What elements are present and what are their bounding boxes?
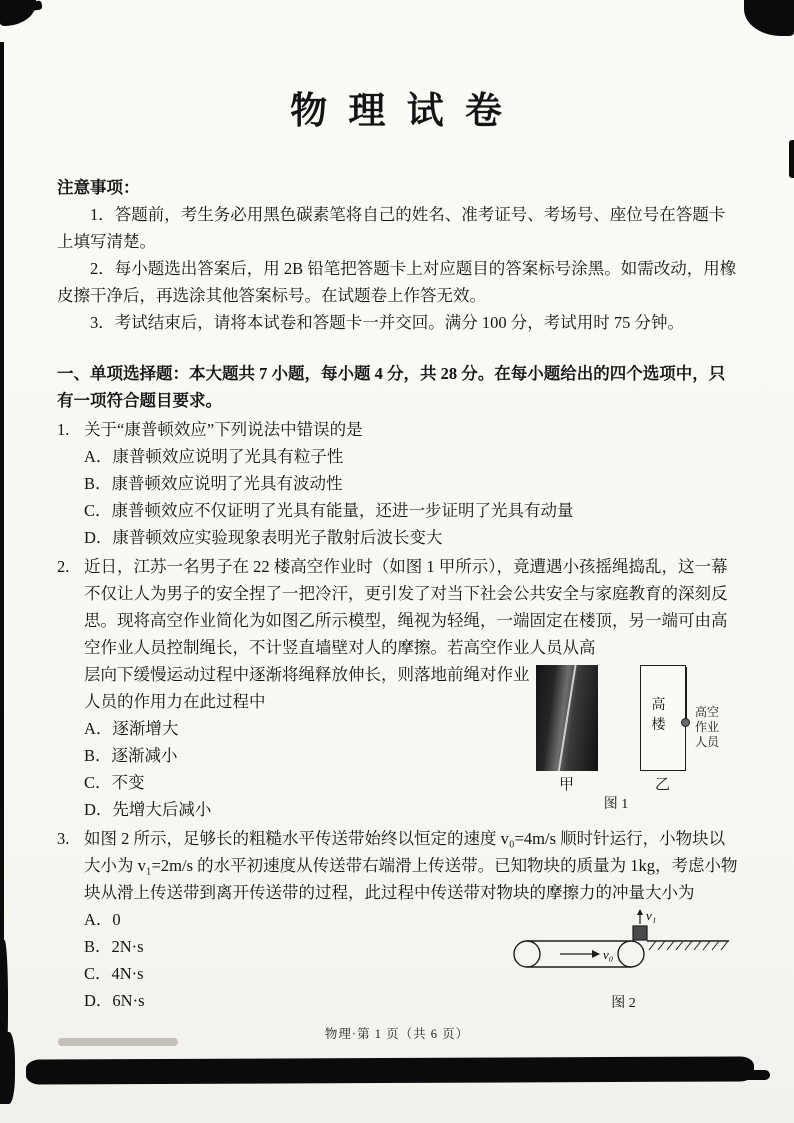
question-2-stem-continued: 层向下缓慢运动过程中逐渐将绳释放伸长，则落地前绳对作业人员的作用力在此过程中 [84, 665, 530, 711]
section-1-heading: 一、单项选择题：本大题共 7 小题，每小题 4 分，共 28 分。在每小题给出的四个选项中，只有一项符合题目要求。 [57, 364, 726, 410]
worker-dot-icon [681, 718, 690, 727]
notice-item-1: 1．答题前，考生务必用黑色碳素笔将自己的姓名、准考证号、考场号、座位号在答题卡上填写清楚。 [57, 205, 726, 251]
notice-heading: 注意事项： [57, 178, 140, 197]
question-2-option-a: A．逐渐增大 [84, 719, 179, 738]
question-2 [57, 553, 741, 823]
question-1-option-c: C．康普顿效应不仅证明了光具有能量，还进一步证明了光具有动量 [84, 501, 574, 520]
conveyor-belt-diagram [510, 908, 738, 992]
building-diagram [640, 665, 686, 771]
question-1-option-d: D．康普顿效应实验现象表明光子散射后波长变大 [84, 528, 443, 547]
question-3-option-d: D．6N·s [84, 991, 145, 1010]
scan-artifact-bottom-band [26, 1056, 754, 1084]
scan-artifact-top-left-mark [17, 0, 42, 12]
question-1 [57, 416, 741, 551]
notice-item-3: 3．考试结束后，请将本试卷和答题卡一并交回。满分 100 分，考试用时 75 分钟。 [90, 313, 684, 332]
question-2-number: 2. [57, 557, 70, 576]
question-2-option-d: D．先增大后减小 [84, 800, 212, 819]
scan-artifact-right-edge [789, 140, 794, 178]
figure-2 [506, 908, 741, 1014]
block [633, 926, 647, 940]
scan-artifact-left-edge [0, 42, 4, 1002]
question-1-stem: 关于“康普顿效应”下列说法中错误的是 [84, 420, 363, 439]
question-3 [57, 825, 741, 1014]
figure-1-photo [536, 665, 598, 771]
question-3-number: 3. [57, 829, 70, 848]
question-3-option-b: B．2N·s [84, 937, 144, 956]
block-speed-arrowhead [637, 909, 643, 915]
figure-1-photo-label: 甲 [559, 777, 575, 793]
page-footer: 物理·第 1 页（共 6 页） [324, 1027, 470, 1041]
belt-roller-right [618, 941, 644, 967]
question-2-option-c: C．不变 [84, 773, 145, 792]
page-title: 物 理 试 卷 [290, 91, 508, 132]
scan-artifact-top-right [744, 0, 794, 36]
photo-rope-line [557, 665, 578, 771]
page-content [57, 0, 741, 1014]
figure-1-diagram-label: 乙 [655, 777, 671, 793]
figure-2-caption: 图 2 [611, 996, 636, 1011]
figure-1-caption: 图 1 [603, 797, 629, 812]
belt-speed-label: v₀ [602, 947, 613, 962]
question-1-option-b: B．康普顿效应说明了光具有波动性 [84, 474, 343, 493]
scan-artifact-bottom-tail [712, 1070, 770, 1080]
question-3-stem: 如图 2 所示，足够长的粗糙水平传送带始终以恒定的速度 v₀=4m/s 顺时针运行，小物块以大小为 v₁=2m/s 的水平初速度从传送带右端滑上传送带。已知物块的质量为 1kg，考虑小物块从滑上传送带到离开传送带的过程，此过程中传送带对物块的摩擦力的冲量大小为 [84, 829, 738, 902]
platform-hatching [649, 941, 728, 950]
block-speed-label: v₁ [645, 908, 656, 923]
question-2-stem: 近日，江苏一名男子在 22 楼高空作业时（如图 1 甲所示），竟遭遇小孩摇绳捣乱，这一幕不仅让人为男子的安全捏了一把冷汗，更引发了对当下社会公共安全与家庭教育的深刻反思。现将高空作业简化为如图乙所示模型，绳视为轻绳，一端固定在楼顶，另一端可由高空作业人员控制绳长，不计竖直墙壁对人的摩擦。若高空作业人员从高 [84, 557, 728, 657]
worker-label: 高空作业人员 [695, 705, 720, 749]
notice-item-2: 2．每小题选出答案后，用 2B 铅笔把答题卡上对应题目的答案标号涂黑。如需改动，用橡皮擦干净后，再选涂其他答案标号。在试题卷上作答无效。 [57, 259, 737, 305]
scan-artifact-bottom-left [0, 1032, 15, 1104]
question-2-option-b: B．逐渐减小 [84, 746, 178, 765]
figure-1 [536, 663, 741, 815]
question-3-option-c: C．4N·s [84, 964, 144, 983]
belt-speed-arrowhead [592, 950, 600, 958]
question-1-option-a: A．康普顿效应说明了光具有粒子性 [84, 447, 344, 466]
question-3-option-a: A．0 [84, 910, 121, 929]
building-label: 高楼 [651, 698, 666, 733]
belt-roller-left [514, 941, 540, 967]
question-1-number: 1. [57, 420, 70, 439]
rope-line [685, 667, 687, 719]
scan-artifact-smudge [58, 1038, 178, 1046]
